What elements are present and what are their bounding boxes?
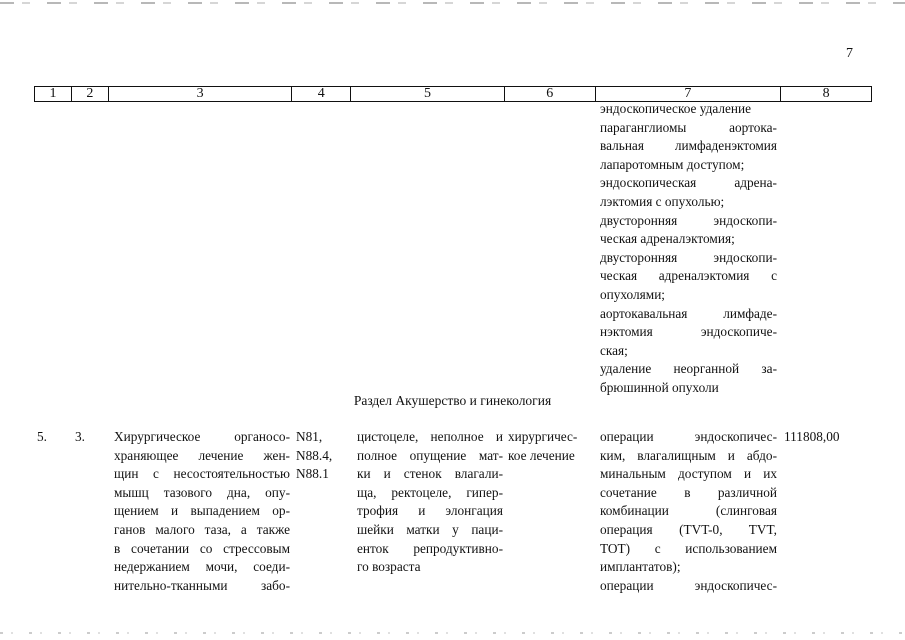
icd-code: N81, [296,429,323,444]
text-line: двусторонняя эндоскопи- [600,212,777,228]
text-line: ская; [600,342,628,358]
text-line: щением и выпадением ор- [114,503,290,519]
header-cell-4: 4 [292,87,351,101]
text-line: брюшинной опухоли [600,379,719,395]
text-line: мышц тазового дна, опу- [114,484,290,500]
text-line: операции эндоскопичес- [600,429,777,444]
text-line: эндоскопическое удаление [600,101,752,116]
icd-codes [296,428,352,484]
treatment-method [600,428,777,595]
text-line: го возраста [357,559,421,575]
text-line: ки и стенок влагали- [357,466,503,482]
text-line: двусторонняя эндоскопи- [600,249,777,265]
row-number: 5. [37,429,47,444]
page-number: 7 [846,46,853,61]
text-line: комбинации (слинговая [600,503,777,519]
text-line: недержанием мочи, соеди- [114,559,290,575]
header-cell-1: 1 [35,87,72,101]
text-line: в сочетании со стрессовым [114,540,290,556]
header-cell-6: 6 [505,87,596,101]
text-line: TOT) с использованием [600,540,777,556]
text-line: цистоцеле, неполное и [357,429,503,444]
text-line: параганглиомы аортока- [600,119,777,135]
continuation-col7-text [600,100,777,398]
standard-cost: 111808,00 [784,429,840,444]
treatment-type [508,428,588,465]
scan-artifact-top [0,2,905,4]
header-cell-5: 5 [351,87,505,101]
text-line: енток репродуктивно- [357,540,503,556]
text-line: имплантатов); [600,559,681,575]
header-cell-7: 7 [596,87,782,101]
header-cell-3: 3 [109,87,293,101]
header-cell-8: 8 [822,86,830,101]
text-line: вальная лимфаденэктомия [600,138,777,154]
section-title: Раздел Акушерство и гинекология [353,393,552,408]
text-line: хирургичес- [508,429,578,444]
text-line: операции эндоскопичес- [600,577,777,593]
icd-code: N88.1 [296,466,329,482]
text-line: щин с несостоятельностью [114,466,290,482]
text-line: полное опущение мат- [357,447,503,463]
group-number: 3. [75,429,85,444]
text-line: шейки матки у паци- [357,521,503,537]
scan-artifact-bottom [0,632,905,634]
text-line: сочетание в различной [600,484,777,500]
text-line: удаление неорганной за- [600,361,777,377]
text-line: лэктомия с опухолью; [600,193,725,209]
text-line: эндоскопическая адрена- [600,175,777,191]
text-line: опухолями; [600,286,666,302]
text-line: аортокавальная лимфаде- [600,305,777,321]
text-line: лапаротомным доступом; [600,156,745,172]
text-line: ща, ректоцеле, гипер- [357,484,503,500]
text-line: трофия и элонгация [357,503,503,519]
text-line: минальным доступом и их [600,466,777,482]
text-line: Хирургическое органосо- [114,429,290,444]
text-line: ким, влагалищным и абдо- [600,447,777,463]
text-line: кое лечение [508,447,575,463]
patient-model [357,428,503,577]
text-line: операция (TVT-0, TVT, [600,521,777,537]
text-line: нительно-тканными забо- [114,577,290,593]
header-cell-2: 2 [72,87,109,101]
icd-code: N88.4, [296,447,333,463]
text-line: ганов малого таза, а также [114,521,290,537]
text-line: ческая адреналэктомия; [600,231,735,247]
text-line: ческая адреналэктомия с [600,268,777,284]
treatment-description [114,428,290,595]
text-line: нэктомия эндоскопиче- [600,324,777,340]
text-line: храняющее лечение жен- [114,447,290,463]
